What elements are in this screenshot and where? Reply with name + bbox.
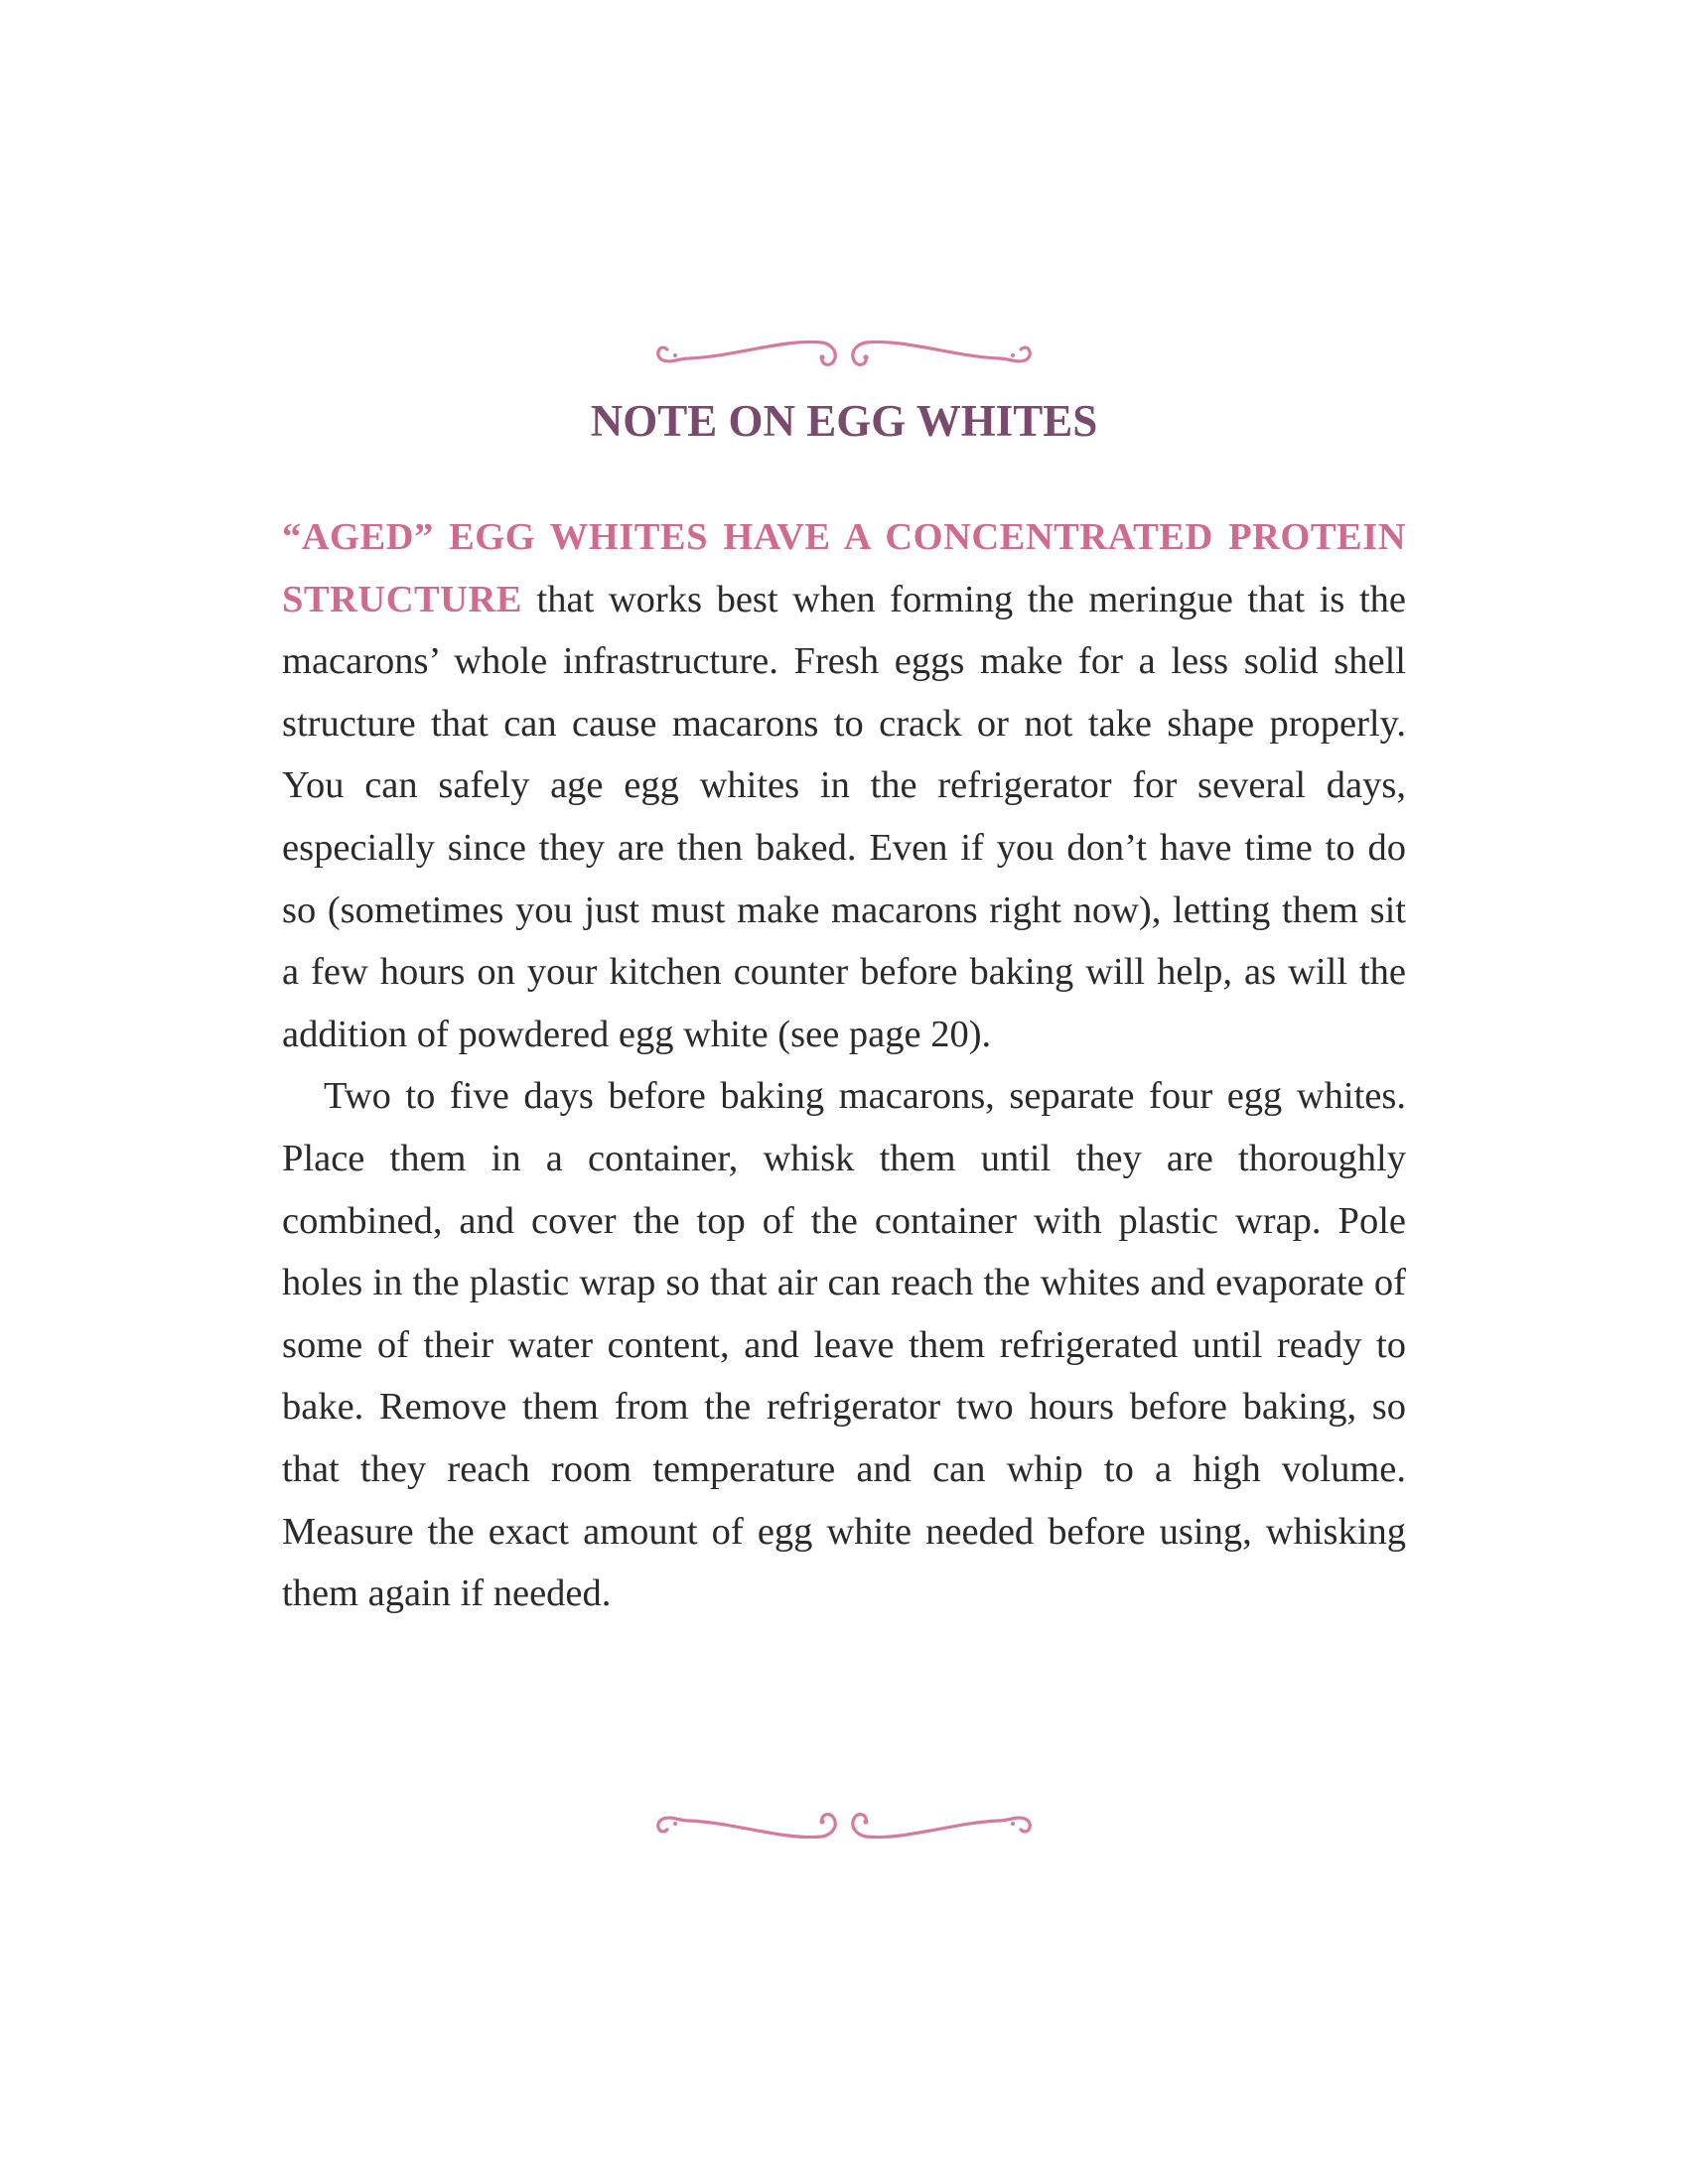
paragraph-1-text: that works best when forming the meringue that is the macarons’ whole infrastructure. Fresh eggs make for a less solid shell structure that can cause macarons to crack or not take shape properly. You can safely age egg whites in the refrigerator for several days, especially since they are then baked. Even if you don’t have time to do so (sometimes you just must make macarons right now), letting them sit a few hours on your kitchen counter before baking will help, as will the addition of powdered egg white (see page 20). xyxy=(282,578,1406,1055)
bottom-flourish-ornament xyxy=(645,1797,1043,1856)
body-text xyxy=(282,506,1406,1625)
paragraph-1 xyxy=(282,506,1406,1065)
lead-in-heading: “AGED” EGG WHITES HAVE A CONCENTRATED PROTEIN STRUCTURE xyxy=(282,516,1406,620)
paragraph-2: Two to five days before baking macarons, separate four egg whites. Place them in a container, whisk them until they are thoroughly combined, and cover the top of the container with plastic wrap. Pole holes in the plastic wrap so that air can reach the whites and evaporate of some of their water content, and leave them refrigerated until ready to bake. Remove them from the refrigerator two hours before baking, so that they reach room temperature and can whip to a high volume. Measure the exact amount of egg white needed before using, whisking them again if needed. xyxy=(282,1075,1406,1615)
page-title: NOTE ON EGG WHITES xyxy=(590,396,1098,446)
top-flourish-ornament xyxy=(645,323,1043,382)
